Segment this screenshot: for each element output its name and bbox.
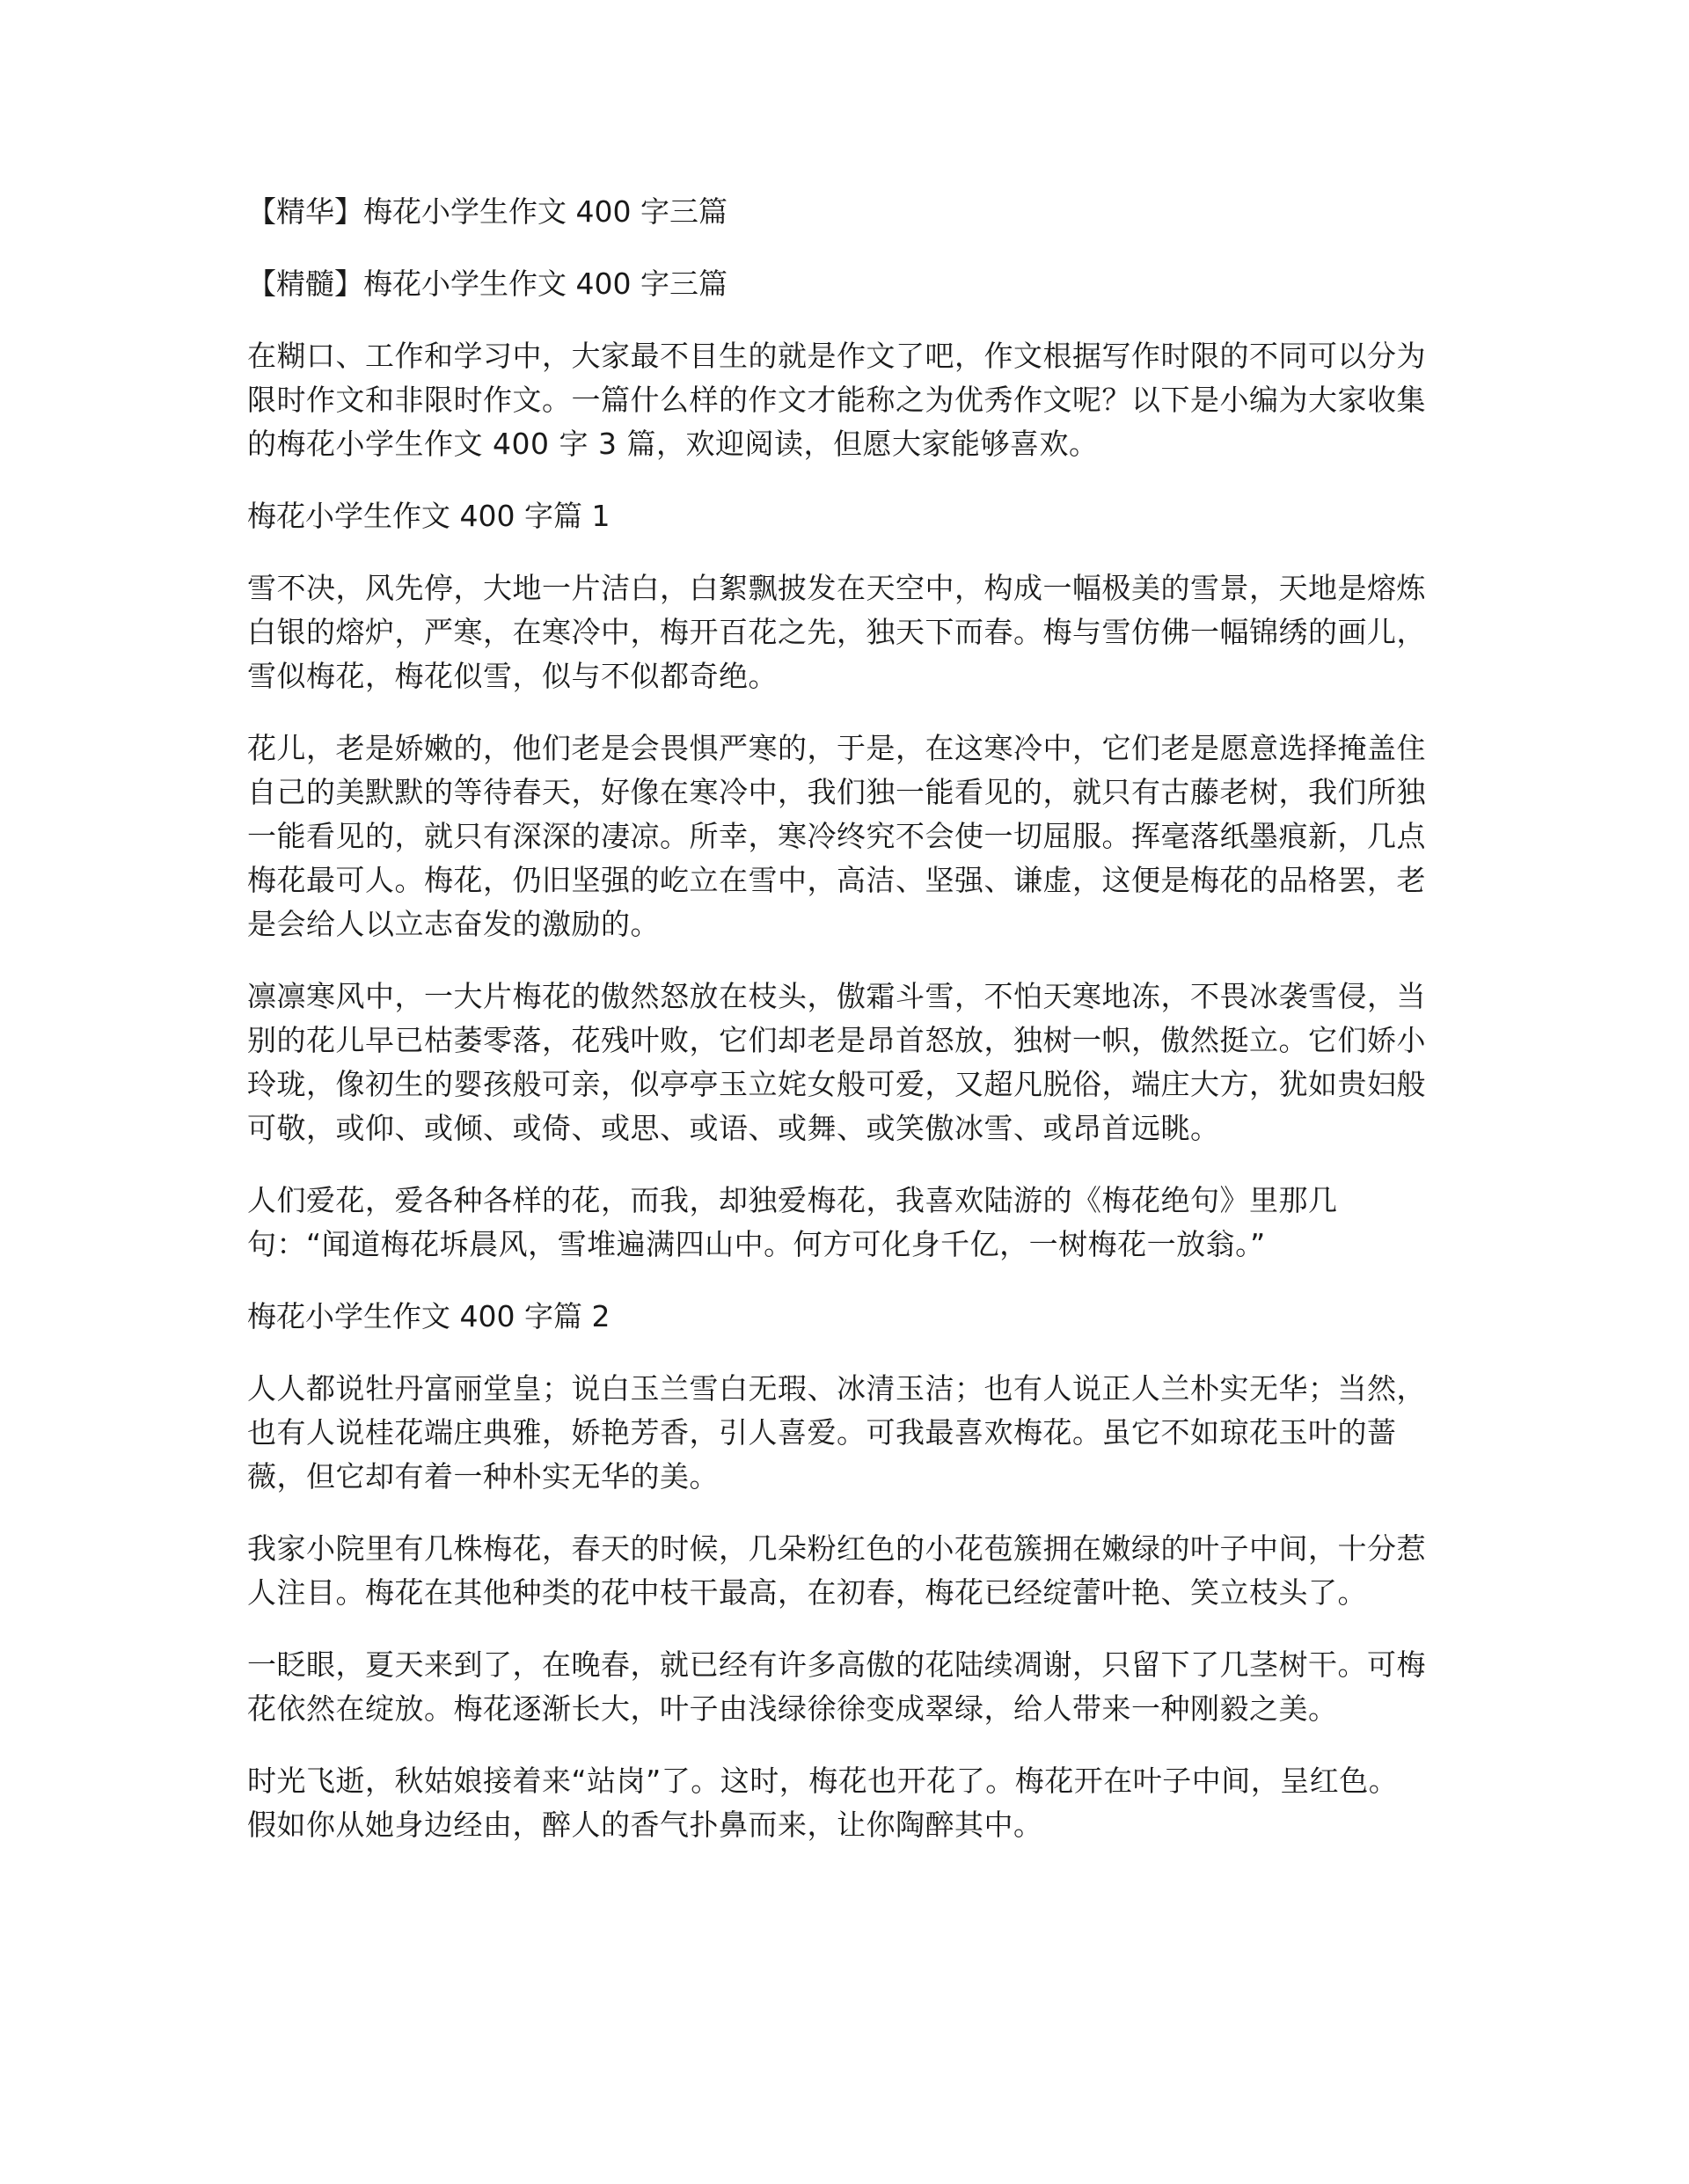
section-2-paragraph-3: 一眨眼，夏天来到了，在晚春，就已经有许多高傲的花陆续凋谢，只留下了几茎树干。可梅花依然在绽放。梅花逐渐长大，叶子由浅绿徐徐变成翠绿，给人带来一种刚毅之美。 <box>247 1647 1426 1726</box>
section-1-heading: 梅花小学生作文 400 字篇 1 <box>247 499 611 533</box>
section-2-paragraph-1: 人人都说牡丹富丽堂皇；说白玉兰雪白无瑕、冰清玉洁；也有人说正人兰朴实无华；当然，也有人说桂花端庄典雅，娇艳芳香，引人喜爱。可我最喜欢梅花。虽它不如琼花玉叶的蔷薇，但它却有着一种朴实无华的美。 <box>247 1371 1426 1494</box>
section-1-paragraph-2: 花儿，老是娇嫩的，他们老是会畏惧严寒的，于是，在这寒冷中，它们老是愿意选择掩盖住自己的美默默的等待春天，好像在寒冷中，我们独一能看见的，就只有古藤老树，我们所独一能看见的，就只有深深的凄凉。所幸，寒冷终究不会使一切屈服。挥毫落纸墨痕新，几点梅花最可人。梅花，仍旧坚强的屹立在雪中，高洁、坚强、谦虚，这便是梅花的品格罢，老是会给人以立志奋发的激励的。 <box>247 731 1426 941</box>
section-2-paragraph-2: 我家小院里有几株梅花，春天的时候，几朵粉红色的小花苞簇拥在嫩绿的叶子中间，十分惹人注目。梅花在其他种类的花中枝干最高，在初春，梅花已经绽蕾叶艳、笑立枝头了。 <box>247 1531 1426 1610</box>
section-2-heading: 梅花小学生作文 400 字篇 2 <box>247 1299 611 1333</box>
section-1-paragraph-4: 人们爱花，爱各种各样的花，而我，却独爱梅花，我喜欢陆游的《梅花绝句》里那几句：“闻道梅花坼晨风，雪堆遍满四山中。何方可化身千亿，一树梅花一放翁。” <box>247 1183 1338 1261</box>
section-1-paragraph-3: 凛凛寒风中，一大片梅花的傲然怒放在枝头，傲霜斗雪，不怕天寒地冻，不畏冰袭雪侵，当别的花儿早已枯萎零落，花残叶败，它们却老是昂首怒放，独树一帜，傲然挺立。它们娇小玲珑，像初生的婴孩般可亲，似亭亭玉立姹女般可爱，又超凡脱俗，端庄大方，犹如贵妇般可敬，或仰、或倾、或倚、或思、或语、或舞、或笑傲冰雪、或昂首远眺。 <box>247 979 1426 1145</box>
section-1-paragraph-1: 雪不决，风先停，大地一片洁白，白絮飘披发在天空中，构成一幅极美的雪景，天地是熔炼白银的熔炉，严寒，在寒冷中，梅开百花之先，独天下而春。梅与雪仿佛一幅锦绣的画儿，雪似梅花，梅花似雪，似与不似都奇绝。 <box>247 571 1426 693</box>
document-content <box>247 190 1426 1875</box>
document-subtitle: 【精髓】梅花小学生作文 400 字三篇 <box>247 267 728 301</box>
section-2-paragraph-4: 时光飞逝，秋姑娘接着来“站岗”了。这时，梅花也开花了。梅花开在叶子中间，呈红色。假如你从她身边经由，醉人的香气扑鼻而来，让你陶醉其中。 <box>247 1764 1399 1842</box>
intro-paragraph: 在糊口、工作和学习中，大家最不目生的就是作文了吧，作文根据写作时限的不同可以分为限时作文和非限时作文。一篇什么样的作文才能称之为优秀作文呢？以下是小编为大家收集的梅花小学生作文 400 字 3 篇，欢迎阅读，但愿大家能够喜欢。 <box>247 339 1426 461</box>
document-title: 【精华】梅花小学生作文 400 字三篇 <box>247 194 728 229</box>
